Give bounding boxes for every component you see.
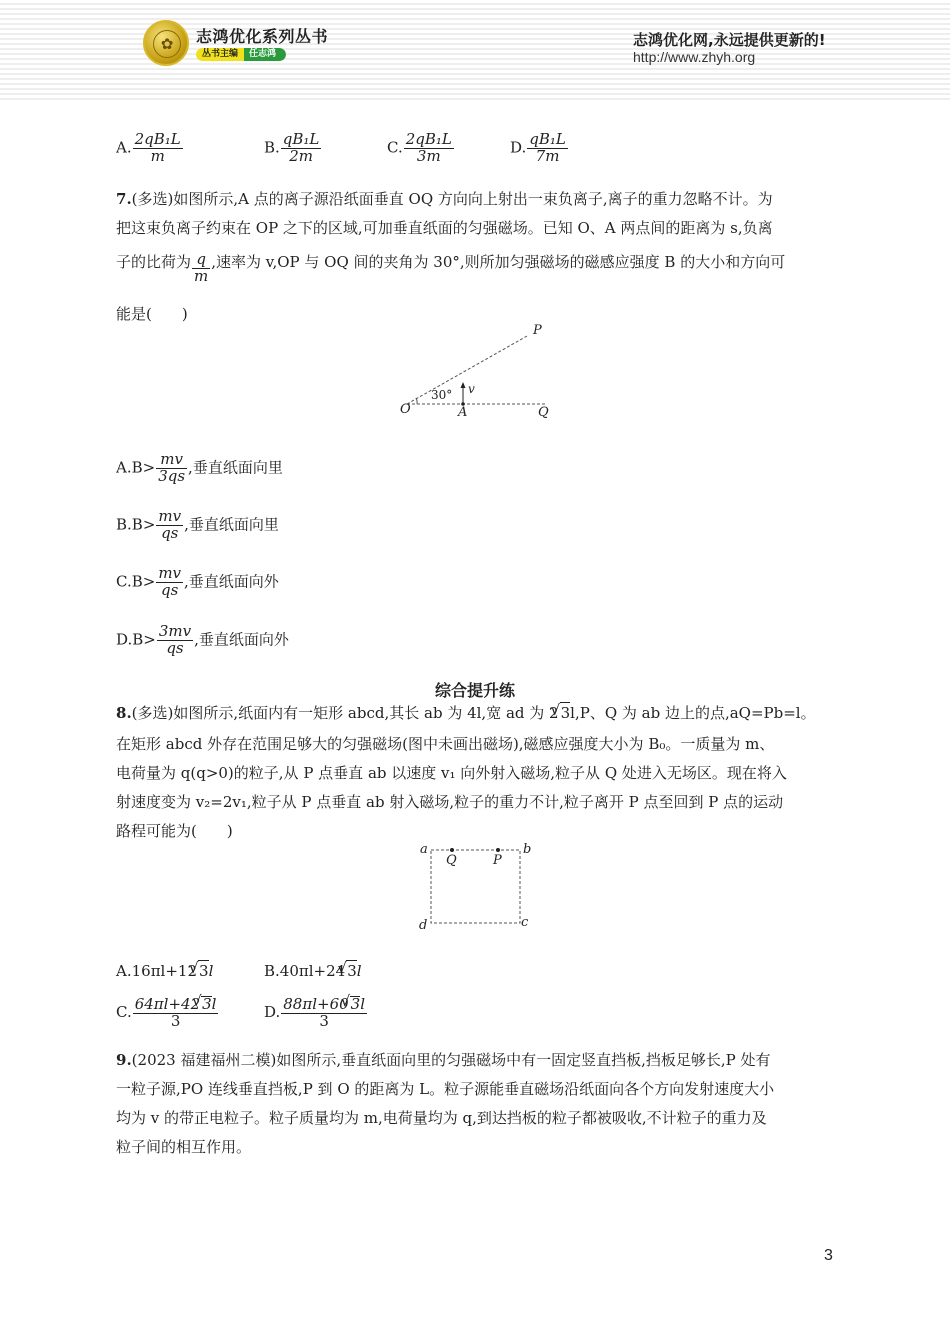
corner-c-label: c: [521, 915, 529, 930]
sqrt-expression: √ 3: [560, 702, 571, 723]
series-title: 志鸿优化系列丛书: [196, 27, 329, 46]
option-fraction: $\frac{\text{qB₁L}}{2m}$: [282, 130, 320, 165]
editor-name: 任志鸿: [244, 48, 286, 61]
velocity-label: v: [468, 382, 475, 396]
question-number: 8: [116, 704, 127, 722]
q7-option-d: D.B> $\frac{3mv}{qs}$ ,垂直纸面向外: [116, 622, 289, 657]
option-label: C.: [387, 138, 403, 157]
question-tag: (多选): [131, 704, 174, 722]
point-p-label: P: [493, 853, 502, 868]
q9-line-2: 一粒子源,PO 连线垂直挡板,P 到 O 的距离为 L。粒子源能垂直磁场沿纸面向各个方向发射速度大小: [116, 1080, 775, 1098]
point-q-label: Q: [538, 405, 549, 420]
q7-option-b: B.B> $\frac{mv}{qs}$ ,垂直纸面向里: [116, 507, 279, 542]
q9-line-4: 粒子间的相互作用。: [116, 1138, 252, 1156]
rectangle-svg: [415, 840, 535, 935]
angle-label: 30°: [431, 388, 453, 402]
q8-line-4: 射速度变为 v₂=2v₁,粒子从 P 点垂直 ab 射入磁场,粒子的重力不计,粒子离开 P 点至回到 P 点的运动: [116, 793, 784, 811]
page-header: [0, 0, 950, 100]
question-number: 9: [116, 1051, 127, 1069]
q8-option-c: C. $\frac{64\pi l+42 √ 3l}{3}$: [116, 996, 219, 1030]
q7-diagram: [395, 320, 565, 425]
question-tag: (多选): [131, 190, 174, 208]
q6-option-d: [510, 132, 569, 165]
corner-a-label: a: [420, 842, 428, 857]
q7-line-4: 能是( ): [116, 305, 188, 323]
q8-line-2: 在矩形 abcd 外存在范围足够大的匀强磁场(图中未画出磁场),磁感应强度大小为 B₀。一质量为 m、: [116, 735, 775, 753]
section-title: 综合提升练: [434, 681, 515, 700]
option-label: B.: [264, 138, 280, 157]
q8-rectangle-diagram: [415, 840, 535, 935]
q7-line-2: 把这束负离子约束在 OP 之下的区域,可加垂直纸面的匀强磁场。已知 O、A 两点间的距离为 s,负离: [116, 219, 773, 237]
charge-mass-ratio: $\frac{q}{m}$: [194, 250, 209, 285]
page-number: 3: [824, 1247, 833, 1264]
corner-d-label: d: [419, 918, 428, 933]
q6-option-c: [387, 132, 455, 165]
q6-option-b: [264, 132, 322, 165]
option-fraction: $\frac{\text{2qB₁L}}{3m}$: [405, 130, 452, 165]
q8-option-a: A.16πl+12 √ 3l: [116, 960, 213, 981]
option-label: D.: [510, 138, 527, 157]
question-number: 7: [116, 190, 127, 208]
point-p-label: P: [533, 323, 542, 338]
point-q-label: Q: [446, 853, 457, 868]
site-slogan: 志鸿优化网,永远提供更新的!: [633, 31, 826, 49]
site-url-link[interactable]: http://www.zhyh.org: [633, 49, 756, 65]
option-label: A.: [116, 138, 132, 157]
q9-line-3: 均为 v 的带正电粒子。粒子质量均为 m,电荷量均为 q,到达挡板的粒子都被吸收,不计粒子的重力及: [116, 1109, 767, 1127]
q8-line-1: 8.(多选)如图所示,纸面内有一矩形 abcd,其长 ab 为 4l,宽 ad 为 2 √ 3l,P、Q 为 ab 边上的点,aQ=Pb=l。: [116, 702, 816, 723]
q7-option-c: C.B> $\frac{mv}{qs}$ ,垂直纸面向外: [116, 564, 279, 599]
q7-line-3: 子的比荷为 $\frac{q}{m}$ ,速率为 v,OP 与 OQ 间的夹角为 30°,则所加匀强磁场的磁感应强度 B 的大小和方向可: [116, 250, 786, 285]
q7-line-1: 7.(多选)如图所示,A 点的离子源沿纸面垂直 OQ 方向向上射出一束负离子,离子的重力忽略不计。为: [116, 190, 773, 208]
q6-option-a: [116, 132, 184, 165]
point-o-label: O: [400, 402, 411, 417]
editor-label: 丛书主编: [196, 48, 244, 61]
point-a-label: A: [458, 405, 468, 420]
option-fraction: $\frac{\text{2qB₁L}}{m}$: [134, 130, 181, 165]
medal-logo-icon: ✿: [143, 20, 189, 66]
option-fraction: $\frac{\text{qB₁L}}{7m}$: [529, 130, 566, 165]
q9-line-1: 9.(2023 福建福州二模)如图所示,垂直纸面向里的匀强磁场中有一固定竖直挡板,挡板足够长,P 处有: [116, 1051, 771, 1069]
corner-b-label: b: [523, 842, 532, 857]
q8-option-b: B.40πl+24 √ 3l: [264, 960, 362, 981]
q8-option-d: D. $\frac{88\pi l+60 √ 3l}{3}$: [264, 996, 368, 1030]
q7-option-a: A.B> $\frac{mv}{3qs}$ ,垂直纸面向里: [116, 450, 283, 485]
editor-badge: [196, 48, 286, 61]
q8-line-5: 路程可能为( ): [116, 822, 233, 840]
q8-line-3: 电荷量为 q(q>0)的粒子,从 P 点垂直 ab 以速度 v₁ 向外射入磁场,粒子从 Q 处进入无场区。现在将入: [116, 764, 787, 782]
question-source: (2023 福建福州二模): [131, 1051, 277, 1069]
